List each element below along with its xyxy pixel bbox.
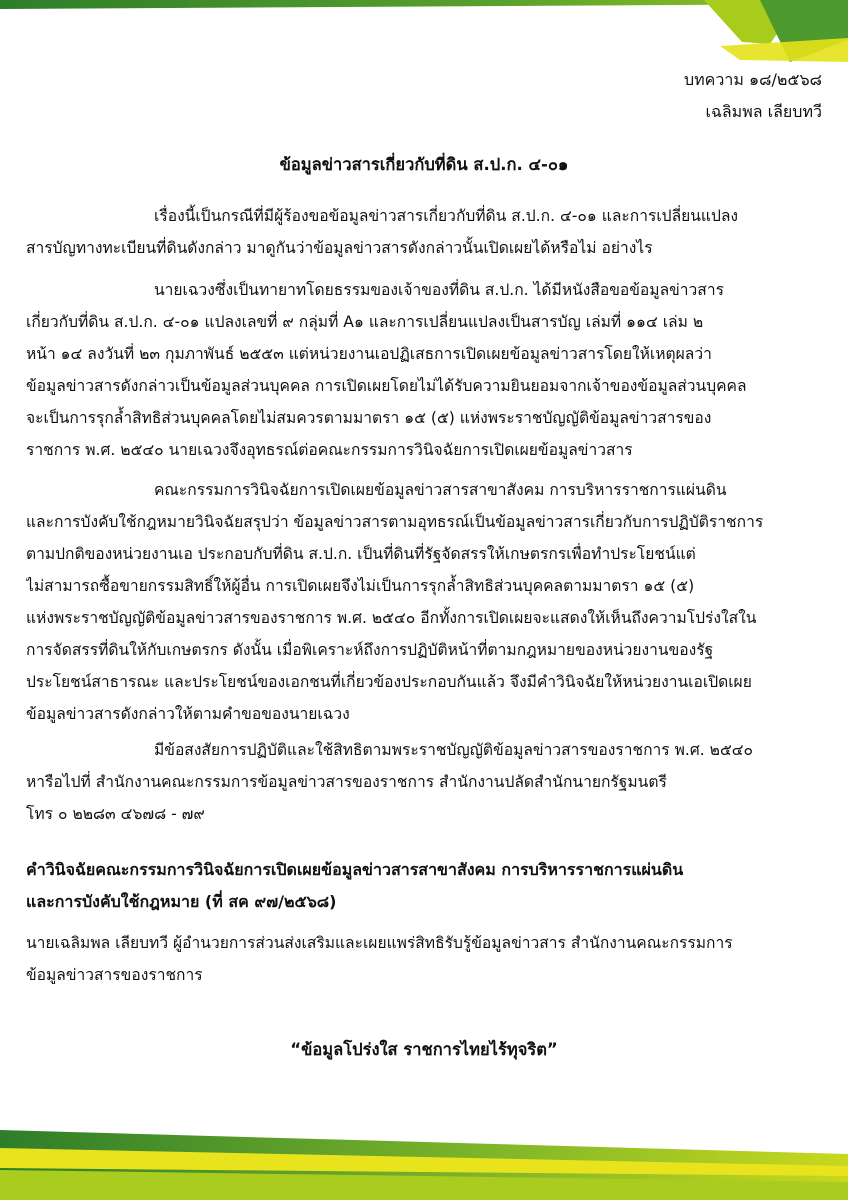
paragraph-line: ตามปกติของหน่วยงานเอ ประกอบกับที่ดิน ส.ป.ก. เป็นที่ดินที่รัฐจัดสรรให้เกษตรกรเพื่อทำประโยชน์แต่ <box>26 545 696 563</box>
paragraph-intro <box>26 200 822 264</box>
paragraph-line: หารือไปที่ สำนักงานคณะกรรมการข้อมูลข่าวสารของราชการ สำนักงานปลัดสำนักนายกรัฐมนตรี <box>26 773 667 791</box>
closing-slogan: “ข้อมูลโปร่งใส ราชการไทยไร้ทุจริต” <box>290 1040 558 1059</box>
paragraph-line: การจัดสรรที่ดินให้กับเกษตรกร ดังนั้น เมื่อพิเคราะห์ถึงการปฏิบัติหน้าที่ตามกฎหมายของหน่วยงานของรัฐ <box>26 641 714 659</box>
paragraph-line: ข้อมูลข่าวสารดังกล่าวเป็นข้อมูลส่วนบุคคล การเปิดเผยโดยไม่ได้รับความยินยอมจากเจ้าของข้อมูลส่วนบุคคล <box>26 377 747 395</box>
author-name: เฉลิมพล เลียบทวี <box>705 102 822 121</box>
paragraph-contact <box>26 734 822 830</box>
top-decoration-stripes <box>0 0 848 70</box>
document-title: ข้อมูลข่าวสารเกี่ยวกับที่ดิน ส.ป.ก. ๔-๐๑ <box>279 155 569 174</box>
decision-reference <box>26 854 822 918</box>
paragraph-decision <box>26 474 822 730</box>
paragraph-line: แห่งพระราชบัญญัติข้อมูลข่าวสารของราชการ พ.ศ. ๒๕๔๐ อีกทั้งการเปิดเผยจะแสดงให้เห็นถึงความโปร่งใสใน <box>26 609 757 627</box>
author-information <box>26 927 822 991</box>
paragraph-line: สารบัญทางทะเบียนที่ดินดังกล่าว มาดูกันว่าข้อมูลข่าวสารดังกล่าวนั้นเปิดเผยได้หรือไม่ อย่างไร <box>26 239 653 257</box>
paragraph-line: โทร ๐ ๒๒๘๓ ๔๖๗๘ - ๗๙ <box>26 805 205 823</box>
paragraph-line: ราชการ พ.ศ. ๒๕๔๐ นายเฉวงจึงอุทธรณ์ต่อคณะกรรมการวินิจฉัยการเปิดเผยข้อมูลข่าวสาร <box>26 441 633 459</box>
bottom-decoration-stripes <box>0 1110 848 1200</box>
article-header <box>684 64 822 128</box>
paragraph-line: คณะกรรมการวินิจฉัยการเปิดเผยข้อมูลข่าวสารสาขาสังคม การบริหารราชการแผ่นดิน <box>154 481 727 499</box>
author-information-line: นายเฉลิมพล เลียบทวี ผู้อำนวยการส่วนส่งเสริมและเผยแพร่สิทธิรับรู้ข้อมูลข่าวสาร สำนักงานคณะกรรมการ <box>26 934 733 952</box>
decision-reference-line: และการบังคับใช้กฎหมาย (ที่ สค ๙๗/๒๕๖๘) <box>26 892 337 911</box>
paragraph-line: มีข้อสงสัยการปฏิบัติและใช้สิทธิตามพระราชบัญญัติข้อมูลข่าวสารของราชการ พ.ศ. ๒๕๔๐ <box>154 741 754 759</box>
paragraph-line: นายเฉวงซึ่งเป็นทายาทโดยธรรมของเจ้าของที่ดิน ส.ป.ก. ได้มีหนังสือขอข้อมูลข่าวสาร <box>154 281 724 299</box>
paragraph-line: เรื่องนี้เป็นกรณีที่มีผู้ร้องขอข้อมูลข่าวสารเกี่ยวกับที่ดิน ส.ป.ก. ๔-๐๑ และการเปลี่ยนแปลง <box>154 207 739 225</box>
article-number: บทความ ๑๘/๒๕๖๘ <box>683 70 822 89</box>
paragraph-facts <box>26 274 822 466</box>
paragraph-line: จะเป็นการรุกล้ำสิทธิส่วนบุคคลโดยไม่สมควรตามมาตรา ๑๕ (๕) แห่งพระราชบัญญัติข้อมูลข่าวสารของ <box>26 409 712 427</box>
decision-reference-line: คำวินิจฉัยคณะกรรมการวินิจฉัยการเปิดเผยข้อมูลข่าวสารสาขาสังคม การบริหารราชการแผ่นดิน <box>26 860 684 879</box>
paragraph-line: ข้อมูลข่าวสารดังกล่าวให้ตามคำขอของนายเฉวง <box>26 705 350 723</box>
paragraph-line: หน้า ๑๔ ลงวันที่ ๒๓ กุมภาพันธ์ ๒๕๕๓ แต่หน่วยงานเอปฏิเสธการเปิดเผยข้อมูลข่าวสารโดยให้เหตุผลว่า <box>26 345 712 363</box>
paragraph-line: และการบังคับใช้กฎหมายวินิจฉัยสรุปว่า ข้อมูลข่าวสารตามอุทธรณ์เป็นข้อมูลข่าวสารเกี่ยวกับการปฏิบัติราชการ <box>26 513 764 531</box>
paragraph-line: ประโยชน์สาธารณะ และประโยชน์ของเอกชนที่เกี่ยวข้องประกอบกันแล้ว จึงมีคำวินิจฉัยให้หน่วยงานเอเปิดเผย <box>26 673 752 691</box>
author-information-line: ข้อมูลข่าวสารของราชการ <box>26 966 203 984</box>
paragraph-line: ไม่สามารถซื้อขายกรรมสิทธิ์ให้ผู้อื่น การเปิดเผยจึงไม่เป็นการรุกล้ำสิทธิส่วนบุคคลตามมาตรา ๑๕ (๕) <box>26 577 695 595</box>
paragraph-line: เกี่ยวกับที่ดิน ส.ป.ก. ๔-๐๑ แปลงเลขที่ ๙ กลุ่มที่ A๑ และการเปลี่ยนแปลงเป็นสารบัญ เล่มที่ ๑๑๔ เล่ม ๒ <box>26 313 704 331</box>
